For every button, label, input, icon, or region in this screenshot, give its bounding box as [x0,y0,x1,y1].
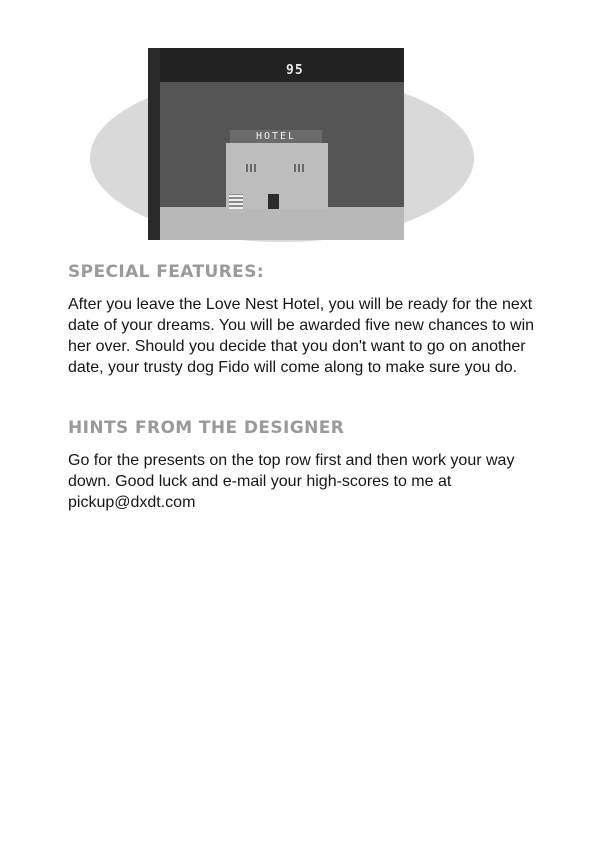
hotel-window-right [294,164,306,172]
designer-hints-heading: HINTS FROM THE DESIGNER [68,418,345,438]
hotel-window-left [246,164,258,172]
game-ground [160,207,404,240]
hotel-sign: HOTEL [230,130,322,143]
special-features-heading: SPECIAL FEATURES: [68,262,265,282]
game-screenshot-figure [90,48,480,248]
special-features-text: After you leave the Love Nest Hotel, you will be ready for the next date of your dreams. You will be awarded five new chances to win her over. Should you decide that you don't want to go on another date, your trusty dog Fido will come along to make sure you do. [68,296,535,376]
score-bar [160,48,404,82]
hotel-door [268,194,279,209]
game-score: 95 [286,63,304,78]
game-screen [148,48,404,240]
designer-hints-text: Go for the presents on the top row first and then work your way down. Good luck and e-mail your high-scores to me at pickup@dxdt.com [68,452,515,511]
player-sprite [229,194,243,209]
